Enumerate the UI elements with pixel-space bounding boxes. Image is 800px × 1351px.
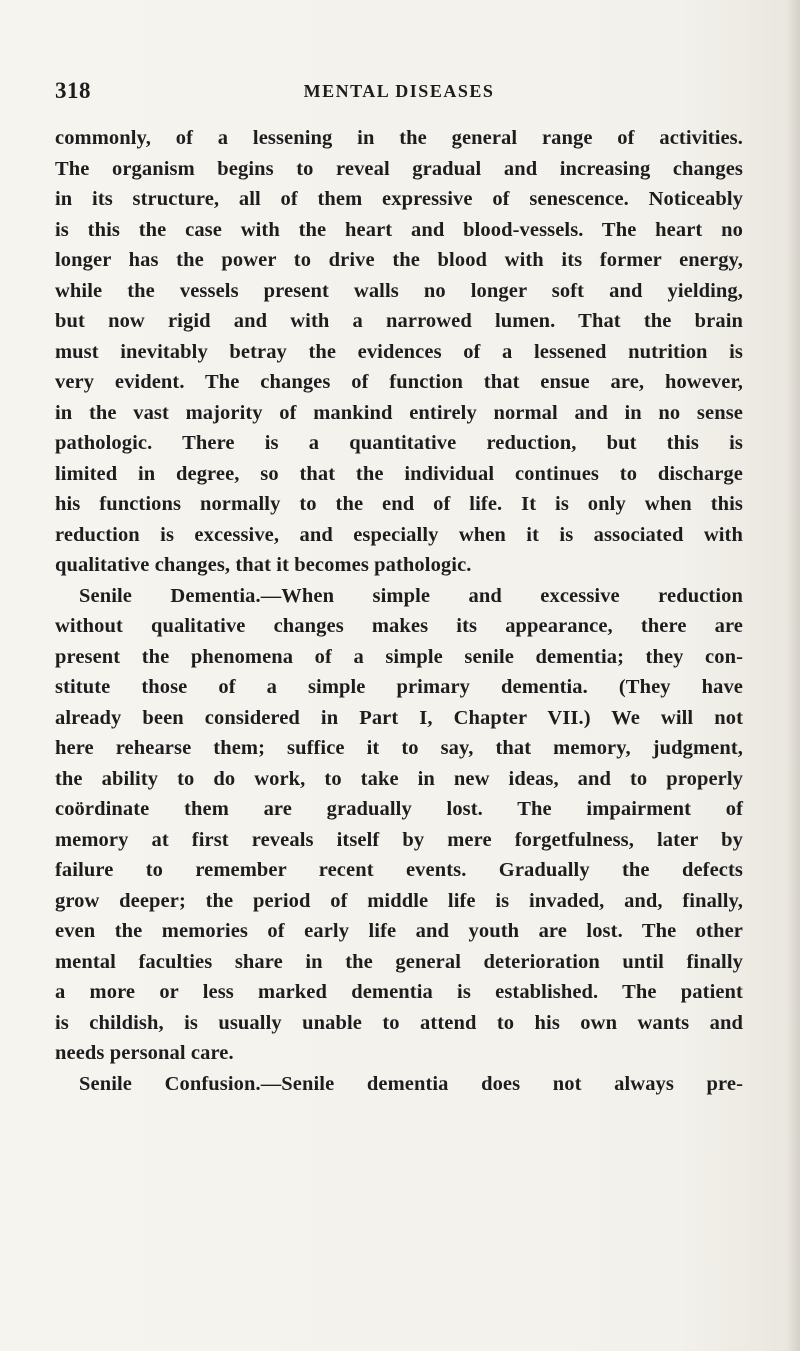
page-number: 318 bbox=[55, 78, 91, 103]
text-line: reduction is excessive, and especially when it is associated with bbox=[55, 523, 743, 546]
text-line: in its structure, all of them expressive of senescence. Noticeably bbox=[55, 188, 743, 210]
running-title: MENTAL DISEASES bbox=[303, 81, 495, 101]
text-line: Senile Confusion.—Senile dementia does not always pre- bbox=[79, 1072, 743, 1095]
text-line: his functions normally to the end of life. It is only when this bbox=[55, 493, 743, 515]
text-line: here rehearse them; suffice it to say, that memory, judgment, bbox=[55, 737, 743, 759]
text-line: longer has the power to drive the blood with its former energy, bbox=[55, 249, 743, 271]
body-text bbox=[55, 123, 743, 1099]
text-line: the ability to do work, to take in new ideas, and to properly bbox=[55, 767, 743, 790]
text-line: is childish, is usually unable to attend to his own wants and bbox=[55, 1011, 743, 1034]
text-line: very evident. The changes of function that ensue are, however, bbox=[55, 371, 743, 393]
text-line: pathologic. There is a quantitative reduction, but this is bbox=[55, 432, 743, 454]
text-line: needs personal care. bbox=[55, 1042, 234, 1064]
text-line: in the vast majority of mankind entirely normal and in no sense bbox=[55, 401, 743, 424]
text-line: The organism begins to reveal gradual and increasing changes bbox=[55, 157, 743, 180]
text-line: already been considered in Part I, Chapter VII.) We will not bbox=[55, 706, 743, 729]
text-line: without qualitative changes makes its appearance, there are bbox=[55, 615, 743, 637]
text-line: even the memories of early life and youth are lost. The other bbox=[55, 920, 743, 942]
text-line: but now rigid and with a narrowed lumen. That the brain bbox=[55, 310, 743, 332]
paragraph-senescence bbox=[55, 123, 743, 581]
text-line: coördinate them are gradually lost. The impairment of bbox=[55, 798, 743, 820]
text-line: must inevitably betray the evidences of a lessened nutrition is bbox=[55, 340, 743, 363]
text-line: failure to remember recent events. Gradually the defects bbox=[55, 859, 743, 881]
page-edge-shadow bbox=[786, 0, 800, 1351]
text-line: grow deeper; the period of middle life is invaded, and, finally, bbox=[55, 889, 743, 912]
paragraph-senile-dementia bbox=[55, 581, 743, 1069]
text-line: limited in degree, so that the individual continues to discharge bbox=[55, 462, 743, 485]
text-line: commonly, of a lessening in the general range of activities. bbox=[55, 127, 743, 149]
page-header bbox=[55, 78, 743, 108]
text-line: memory at first reveals itself by mere forgetfulness, later by bbox=[55, 828, 743, 851]
text-line: a more or less marked dementia is established. The patient bbox=[55, 981, 743, 1003]
text-line: present the phenomena of a simple senile dementia; they con- bbox=[55, 645, 743, 668]
text-line: mental faculties share in the general deterioration until finally bbox=[55, 950, 743, 973]
text-line: qualitative changes, that it becomes pathologic. bbox=[55, 554, 472, 576]
paragraph-senile-confusion bbox=[55, 1069, 743, 1100]
text-line: is this the case with the heart and blood-vessels. The heart no bbox=[55, 218, 743, 241]
text-line: stitute those of a simple primary dementia. (They have bbox=[55, 676, 743, 698]
text-line: Senile Dementia.—When simple and excessive reduction bbox=[79, 584, 743, 607]
text-line: while the vessels present walls no longer soft and yielding, bbox=[55, 279, 743, 302]
